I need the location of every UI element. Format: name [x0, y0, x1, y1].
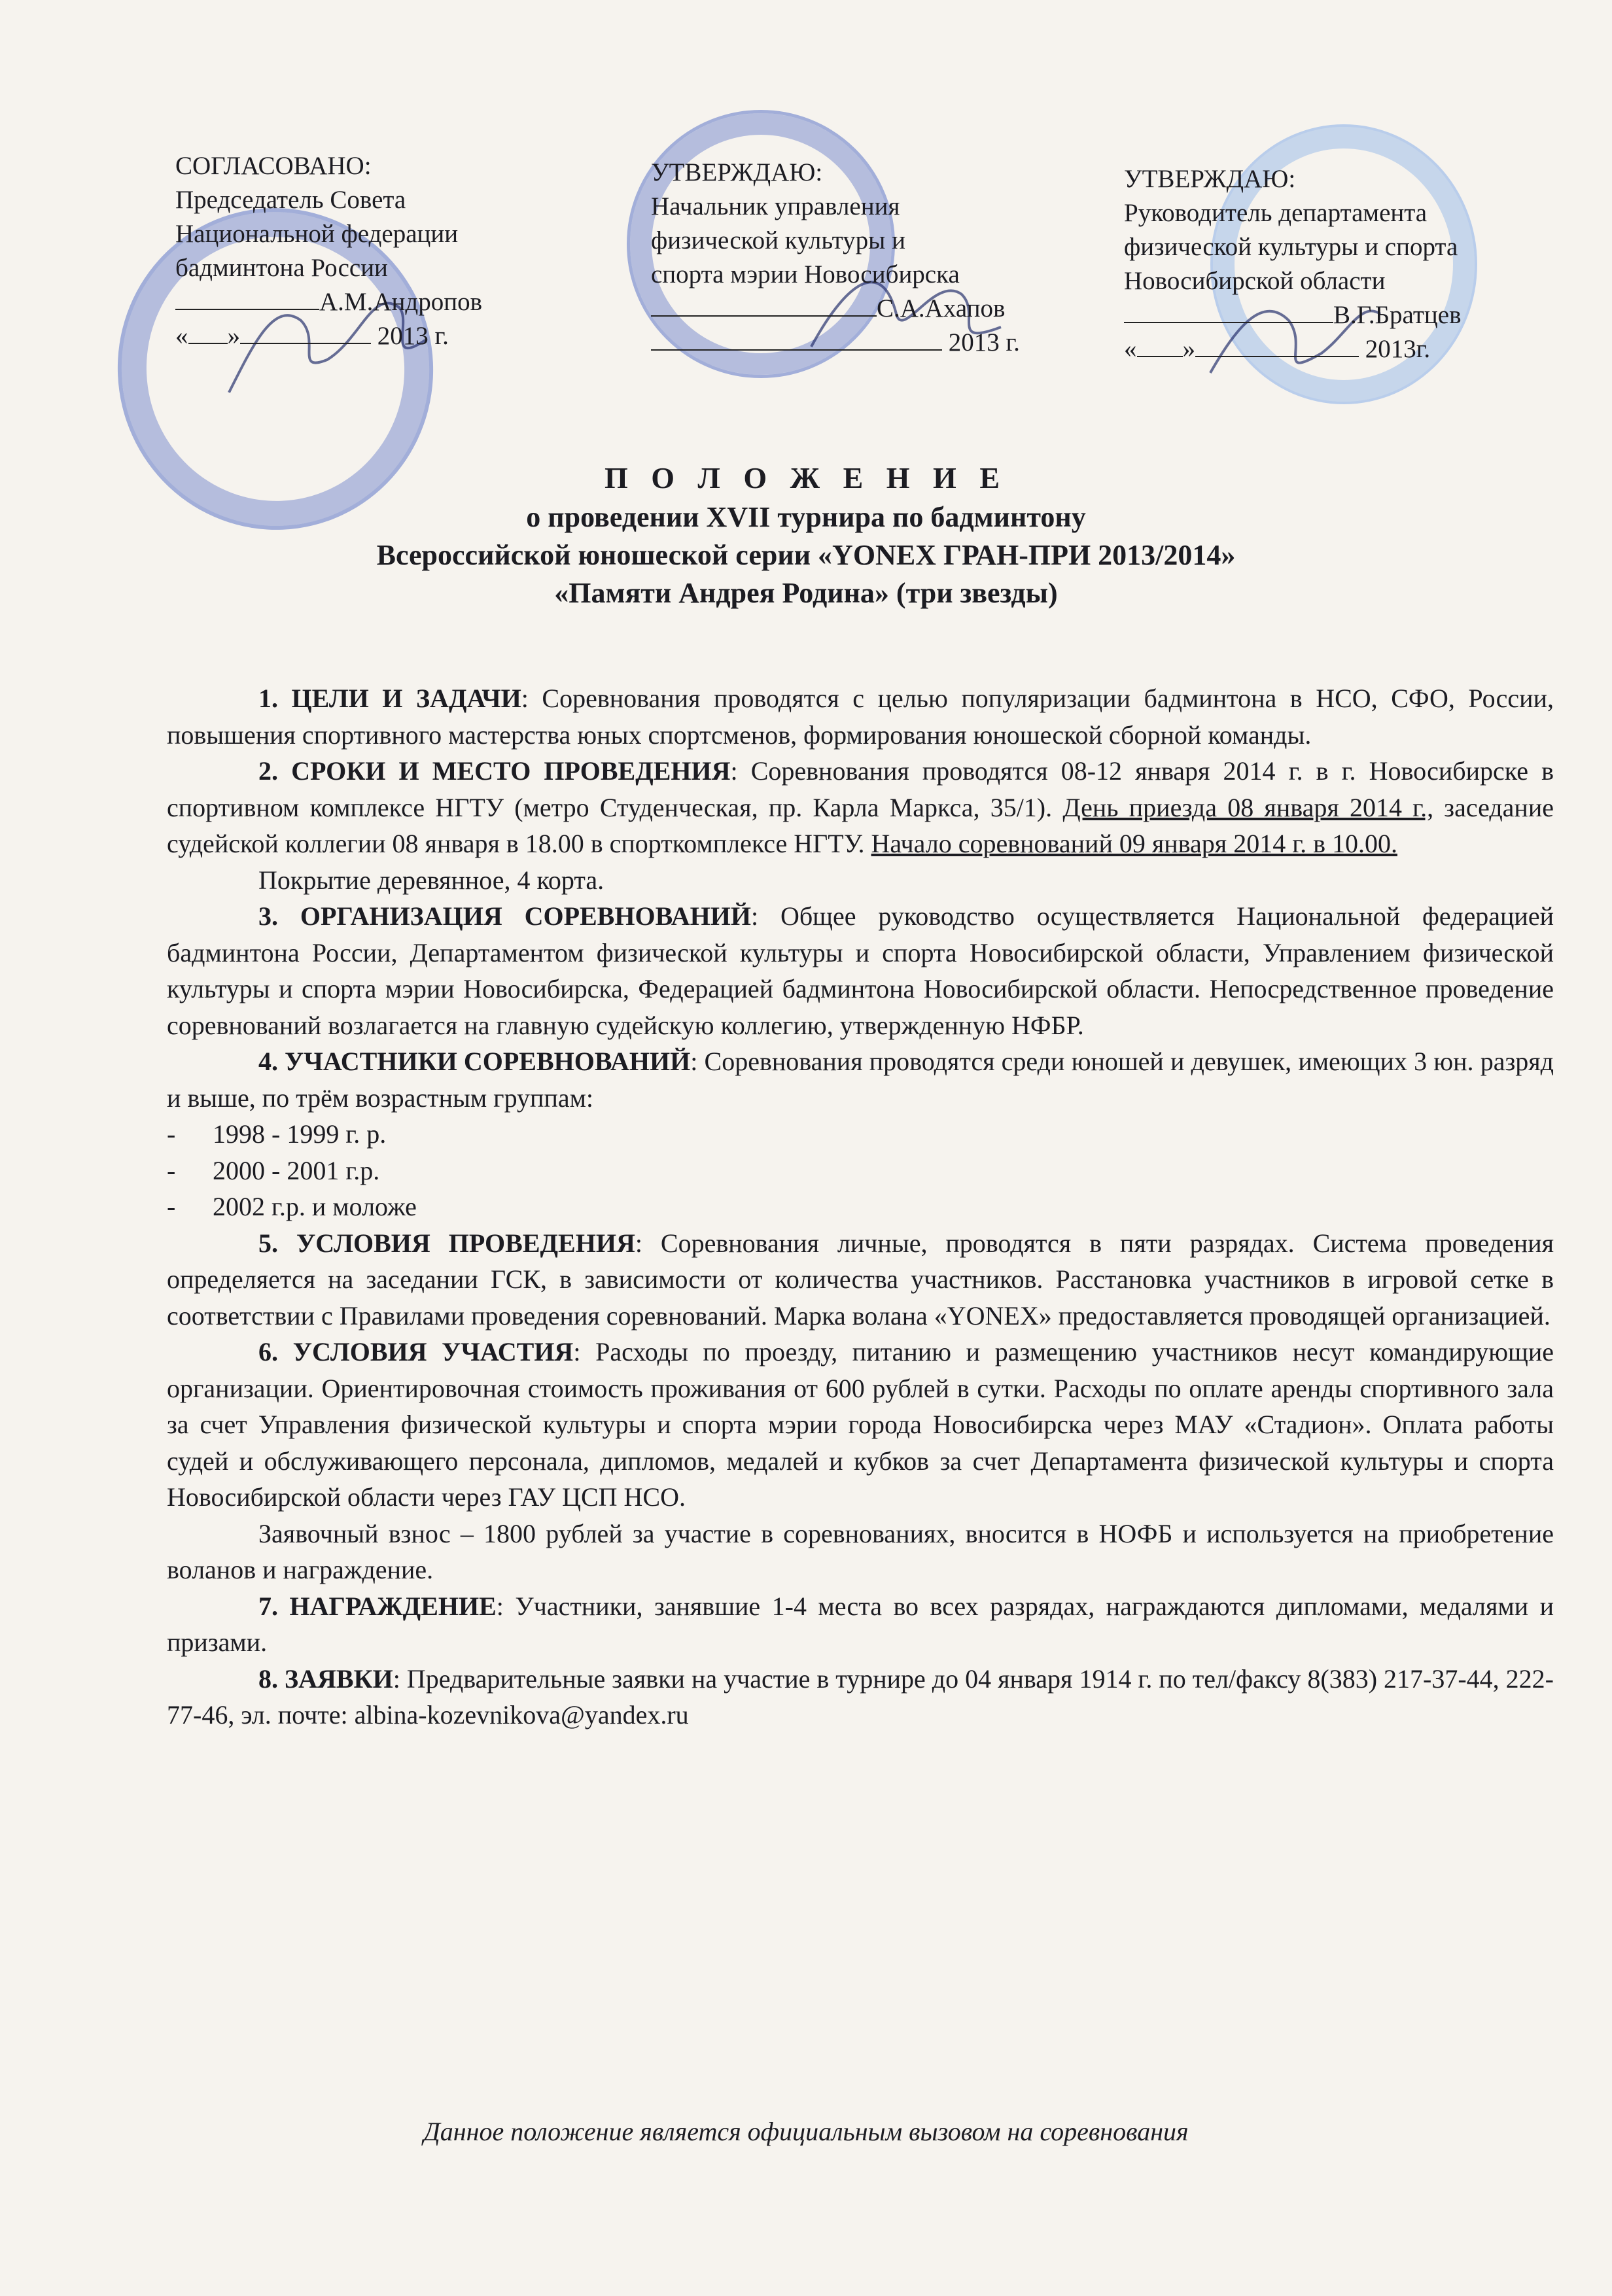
approval-line: спорта мэрии Новосибирска [651, 260, 960, 288]
approval-line: Руководитель департамента [1124, 199, 1428, 227]
section-organization: 3. ОРГАНИЗАЦИЯ СОРЕВНОВАНИЙ: Общее руководство осуществляется Национальной федерацией бадминтона России, Департаментом физической культуры и спорта Новосибирской области, Управлением физической культуры и спорта мэрии Новосибирска, Федерацией бадминтона Новосибирской области. Непосредственное проведение соревнований возлагается на главную судейскую коллегию, утвержденную НФБР. [167, 901, 1554, 1040]
date-line: « » 2013г. [1124, 335, 1431, 363]
signer-name: В.Г.Братцев [1333, 301, 1462, 329]
signer-name: А.М.Андропов [319, 288, 483, 316]
court-surface: Покрытие деревянное, 4 корта. [258, 865, 604, 895]
approval-heading: УТВЕРЖДАЮ: [1124, 165, 1296, 193]
section-awards: 7. НАГРАЖДЕНИЕ: Участники, занявшие 1-4 места во всех разрядах, награждаются дипломами, медалями и призами. [167, 1591, 1554, 1657]
section-heading: 8. ЗАЯВКИ [258, 1663, 393, 1694]
list-item: - 2002 г.р. и моложе [167, 1192, 417, 1221]
section-goals: 1. ЦЕЛИ И ЗАДАЧИ: Соревнования проводятся с целью популяризации бадминтона в НСО, СФО, России, повышения спортивного мастерства юных спортсменов, формирования юношеской сборной команды. [167, 684, 1554, 750]
approval-line: Председатель Совета [175, 186, 406, 214]
date-line [651, 326, 1020, 360]
approval-line: Новосибирской области [1124, 267, 1386, 295]
title-line: Всероссийской юношеской серии «YONEX ГРАН-ПРИ 2013/2014» [376, 539, 1236, 571]
section-participants: 4. УЧАСТНИКИ СОРЕВНОВАНИЙ: Соревнования проводятся среди юношей и девушек, имеющих 3 юн. разряд и выше, по трём возрастным группам: [167, 1047, 1554, 1113]
approval-year: 2013 г. [377, 322, 449, 350]
section-heading: 4. УЧАСТНИКИ СОРЕВНОВАНИЙ [258, 1047, 691, 1076]
section-heading: 3. ОРГАНИЗАЦИЯ СОРЕВНОВАНИЙ [258, 901, 751, 931]
entry-fee: Заявочный взнос – 1800 рублей за участие в соревнованиях, вносится в НОФБ и используется на приобретение воланов и награждение. [167, 1518, 1554, 1584]
approval-line: Начальник управления [651, 192, 900, 220]
approval-line: Национальной федерации [175, 220, 459, 248]
section-conditions: 5. УСЛОВИЯ ПРОВЕДЕНИЯ: Соревнования личные, проводятся в пяти разрядах. Система проведения определяется на заседании ГСК, в зависимости от количества участников. Расстановка участников в игровой сетке в соответствии с Правилами проведения соревнований. Марка волана «YONEX» предоставляется проводящей организацией. [167, 1228, 1554, 1331]
document-title [0, 458, 1612, 612]
signature-line [1124, 298, 1462, 332]
signature-line [175, 285, 482, 319]
section-heading: 2. СРОКИ И МЕСТО ПРОВЕДЕНИЯ [258, 756, 731, 786]
section-dates-venue: 2. СРОКИ И МЕСТО ПРОВЕДЕНИЯ: Соревнования проводятся 08-12 января 2014 г. в г. Новосибирске в спортивном комплексе НГТУ (метро Студенческая, пр. Карла Маркса, 35/1). День приезда 08 января 2014 г., заседание судейской коллегии 08 января в 18.00 в спорткомплексе НГТУ. Начало соревнований 09 января 2014 г. в 10.00. [167, 756, 1554, 858]
signer-name: С.А.Ахапов [877, 294, 1006, 322]
approval-year: 2013г. [1365, 335, 1431, 363]
approval-block-agreed [175, 149, 482, 353]
section-heading: 1. ЦЕЛИ И ЗАДАЧИ [258, 684, 521, 713]
approval-year: 2013 г. [948, 328, 1020, 357]
title-line: о проведении XVII турнира по бадминтону [526, 501, 1086, 533]
footer-note: Данное положение является официальным вызовом на соревнования [423, 2117, 1189, 2146]
arrival-date: День приезда 08 января 2014 г., [1062, 792, 1434, 822]
list-item: - 1998 - 1999 г. р. [167, 1119, 387, 1149]
approval-block-approved-region [1124, 162, 1462, 366]
document-body [167, 680, 1554, 1733]
signature-line [651, 292, 1020, 326]
title-line: «Памяти Андрея Родина» (три звезды) [554, 577, 1058, 609]
approval-line: физической культуры и [651, 226, 906, 254]
approval-heading: СОГЛАСОВАНО: [175, 152, 372, 180]
section-participation: 6. УСЛОВИЯ УЧАСТИЯ: Расходы по проезду, питанию и размещению участников несут командирующие организации. Ориентировочная стоимость проживания от 600 рублей в сутки. Расходы по оплате аренды спортивного зала за счет Управления физической культуры и спорта мэрии города Новосибирска через МАУ «Стадион». Оплата работы судей и обслуживающего персонала, дипломов, медалей и кубков за счет Департамента физической культуры и спорта Новосибирской области через ГАУ ЦСП НСО. [167, 1337, 1554, 1512]
section-heading: 6. УСЛОВИЯ УЧАСТИЯ [258, 1337, 574, 1366]
start-date: Начало соревнований 09 января 2014 г. в 10.00. [871, 829, 1397, 858]
age-groups-list [167, 1116, 1554, 1225]
date-line: « » 2013 г. [175, 322, 449, 350]
list-item: - 2000 - 2001 г.р. [167, 1155, 380, 1185]
section-heading: 5. УСЛОВИЯ ПРОВЕДЕНИЯ [258, 1228, 635, 1258]
approval-line: физической культуры и спорта [1124, 233, 1458, 261]
section-applications: 8. ЗАЯВКИ: Предварительные заявки на участие в турнире до 04 января 1914 г. по тел/факсу 8(383) 217-37-44, 222-77-46, эл. почте: albina-kozevnikova@yandex.ru [167, 1663, 1554, 1730]
title-main: П О Л О Ж Е Н И Е [604, 461, 1008, 495]
section-heading: 7. НАГРАЖДЕНИЕ [258, 1591, 497, 1621]
approval-line: бадминтона России [175, 254, 388, 282]
approval-block-approved-city [651, 156, 1020, 360]
approval-heading: УТВЕРЖДАЮ: [651, 158, 823, 186]
